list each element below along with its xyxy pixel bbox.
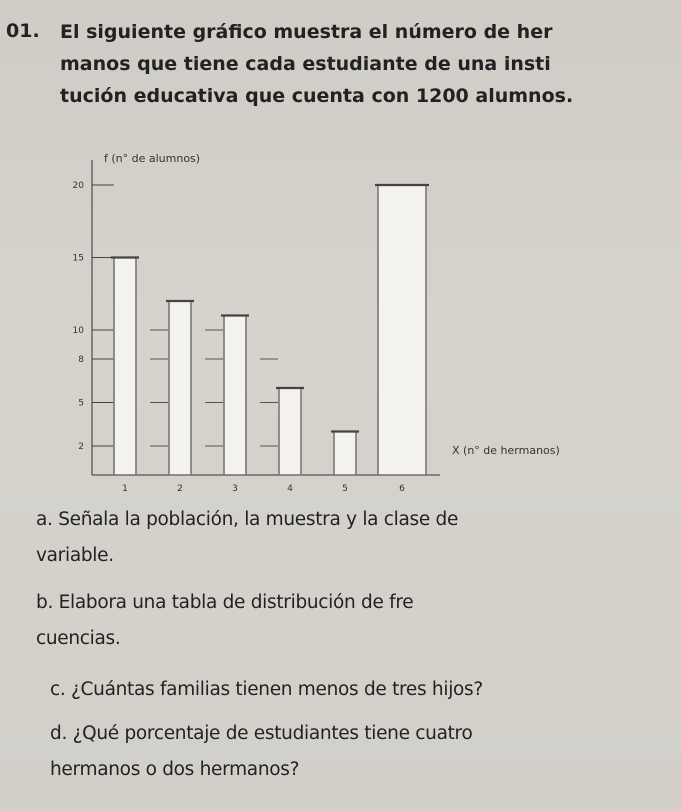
y-tick-label: 20 bbox=[72, 181, 84, 191]
question-text bbox=[60, 16, 681, 112]
bar-4 bbox=[279, 388, 301, 475]
part-d-line-2: hermanos o dos hermanos? bbox=[50, 759, 300, 780]
question-line-2: manos que tiene cada estudiante de una insti bbox=[60, 53, 551, 75]
y-tick-label: 8 bbox=[78, 355, 84, 365]
bar-5 bbox=[334, 432, 356, 476]
part-c-line-1: c. ¿Cuántas familias tienen menos de tres hijos? bbox=[50, 679, 483, 700]
x-tick-label: 1 bbox=[122, 484, 128, 494]
bar-1 bbox=[114, 258, 136, 476]
part-a bbox=[36, 502, 458, 574]
part-b bbox=[36, 585, 413, 657]
question-number: 01. bbox=[6, 20, 40, 42]
y-axis-label: f (n° de alumnos) bbox=[104, 152, 201, 165]
question-line-1: El siguiente gráfico muestra el número de her bbox=[60, 21, 553, 43]
part-a-line-1: a. Señala la población, la muestra y la clase de bbox=[36, 509, 459, 530]
y-tick-label: 2 bbox=[78, 442, 84, 452]
part-c bbox=[50, 672, 483, 708]
part-b-line-1: b. Elabora una tabla de distribución de fre bbox=[36, 592, 414, 613]
question-line-3: tución educativa que cuenta con 1200 alumnos. bbox=[60, 85, 574, 107]
y-tick-label: 15 bbox=[72, 253, 84, 264]
x-axis-label: X (n° de hermanos) bbox=[452, 444, 560, 457]
part-d-line-1: d. ¿Qué porcentaje de estudiantes tiene cuatro bbox=[50, 723, 473, 744]
x-tick-label: 4 bbox=[287, 484, 293, 494]
x-tick-label: 3 bbox=[232, 484, 238, 494]
bar-6 bbox=[378, 185, 426, 475]
bar-chart bbox=[0, 140, 681, 505]
x-tick-label: 6 bbox=[399, 484, 405, 494]
y-tick-label: 5 bbox=[78, 398, 84, 409]
bar-3 bbox=[224, 316, 246, 476]
x-tick-label: 5 bbox=[342, 484, 348, 494]
bar-2 bbox=[169, 301, 191, 475]
y-tick-label: 10 bbox=[72, 326, 84, 336]
x-tick-label: 2 bbox=[177, 484, 183, 494]
part-d bbox=[50, 716, 472, 788]
part-b-line-2: cuencias. bbox=[36, 628, 121, 649]
part-a-line-2: variable. bbox=[36, 545, 114, 566]
